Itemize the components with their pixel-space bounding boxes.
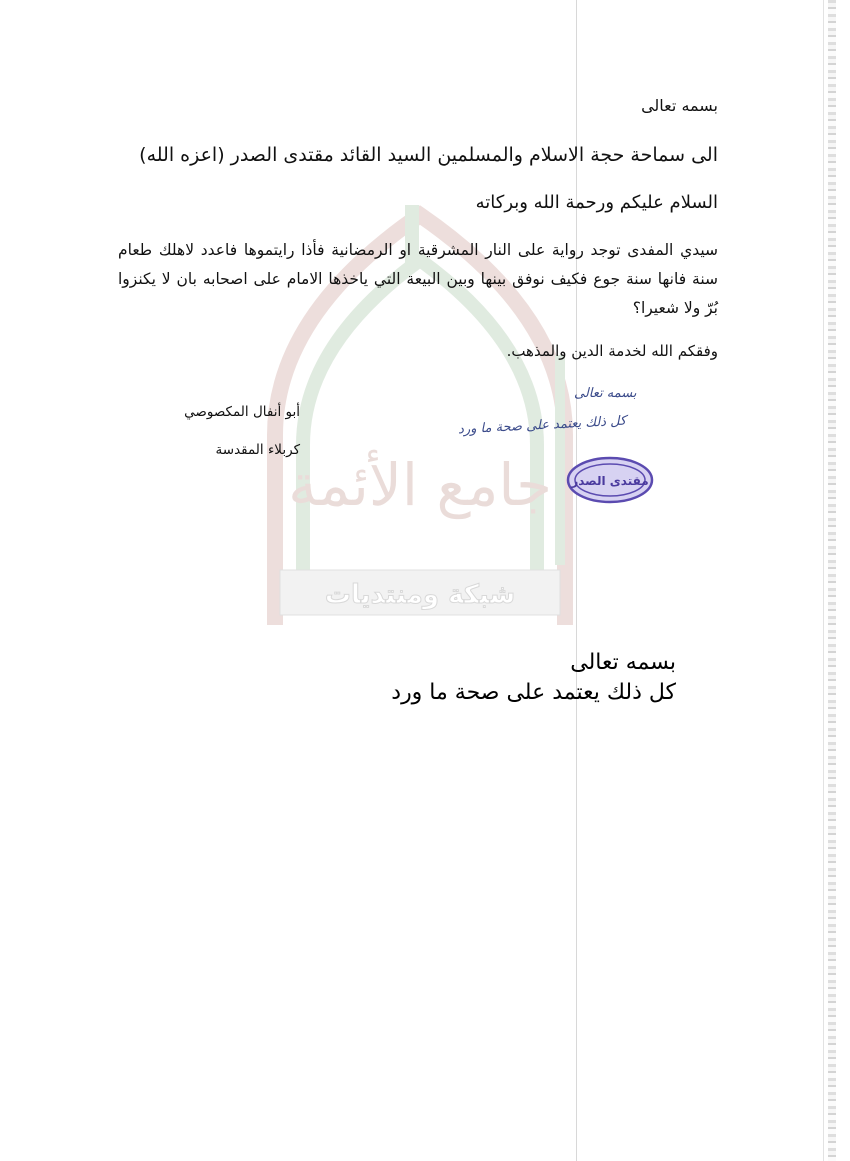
reply-heading: بسمه تعالى	[570, 650, 676, 675]
letter-closing: وفقكم الله لخدمة الدين والمذهب.	[506, 342, 718, 360]
letter-addressee: الى سماحة حجة الاسلام والمسلمين السيد القائد مقتدى الصدر (اعزه الله)	[139, 144, 718, 166]
sender-block	[168, 393, 300, 469]
sender-name: أبو أنفال المكصوصي	[184, 404, 300, 420]
seal-text: مقتدى الصدر	[571, 474, 649, 488]
handwritten-heading: بسمه تعالى	[574, 386, 637, 401]
letter-heading: بسمه تعالى	[641, 96, 718, 115]
handwritten-answer: كل ذلك يعتمد على صحة ما ورد	[457, 413, 627, 438]
watermark-subtitle: شبكة ومنتديات	[324, 580, 516, 610]
sender-city: كربلاء المقدسة	[215, 442, 300, 458]
scan-edge-line	[823, 0, 824, 1161]
letter-greeting: السلام عليكم ورحمة الله وبركاته	[475, 192, 718, 213]
official-seal	[566, 456, 654, 504]
letter-question: سيدي المفدى توجد رواية على النار المشرقية او الرمضانية فأذا رايتموها فاعدد لاهلك طعام سنة فانها سنة جوع فكيف نوفق بينها وبين البيعة التي ياخذها الامام على اصحابه بان لا يكنزوا بُرّ ولا شعيرا؟	[118, 241, 718, 317]
watermark-title: جامع الأئمة	[288, 451, 552, 519]
scan-edge-strip	[828, 0, 836, 1161]
reply-answer: كل ذلك يعتمد على صحة ما ورد	[391, 680, 676, 705]
typed-reply	[391, 648, 676, 708]
